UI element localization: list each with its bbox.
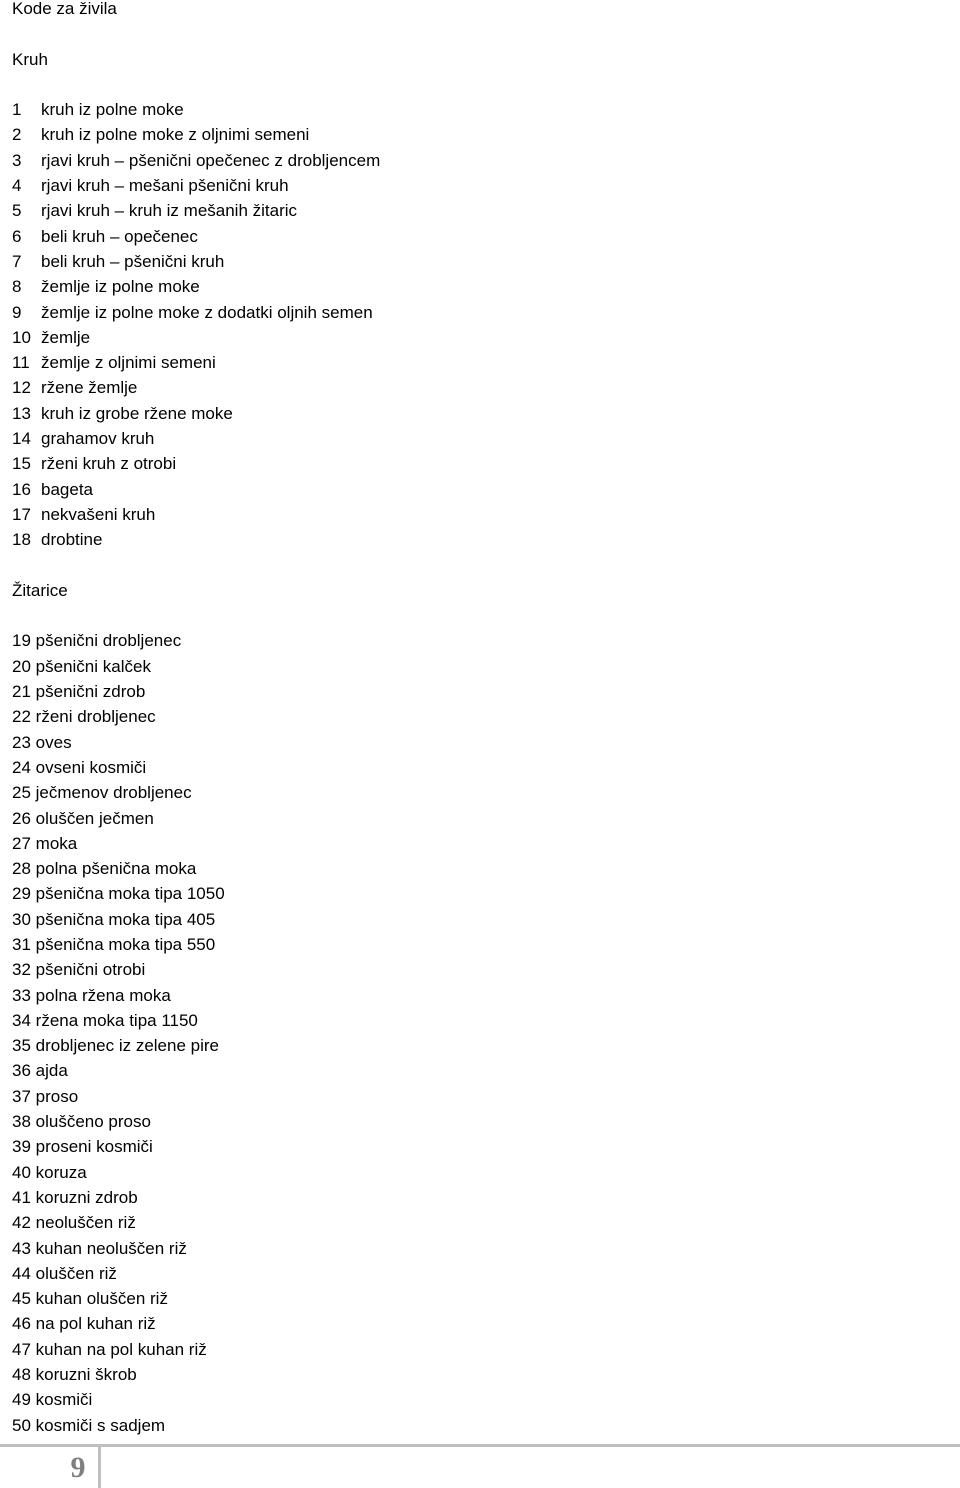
list-item bbox=[12, 274, 960, 299]
item-name: ržene žemlje bbox=[41, 378, 138, 398]
item-code: 47 bbox=[12, 1339, 31, 1359]
document-body bbox=[12, 0, 960, 1438]
list-item bbox=[12, 1210, 960, 1235]
item-code: 8 bbox=[12, 277, 22, 297]
list-item bbox=[12, 1084, 960, 1109]
item-code: 18 bbox=[12, 530, 31, 550]
page-number: 9 bbox=[70, 1451, 86, 1484]
item-code: 20 bbox=[12, 656, 31, 676]
list-item bbox=[12, 451, 960, 476]
item-code: 15 bbox=[12, 454, 31, 474]
item-code: 22 bbox=[12, 707, 31, 727]
item-name: pšenični otrobi bbox=[35, 960, 146, 980]
list-item bbox=[12, 350, 960, 375]
item-code: 24 bbox=[12, 757, 31, 777]
item-name: moka bbox=[35, 833, 78, 853]
item-code: 17 bbox=[12, 504, 31, 524]
item-name: pšenični kalček bbox=[35, 656, 151, 676]
list-item bbox=[12, 325, 960, 350]
item-code: 38 bbox=[12, 1112, 31, 1132]
list-item bbox=[12, 502, 960, 527]
spacer bbox=[12, 72, 960, 97]
item-name: grahamov kruh bbox=[41, 429, 155, 449]
kruh-list bbox=[12, 97, 960, 552]
list-item bbox=[12, 730, 960, 755]
item-name: kosmiči bbox=[35, 1390, 93, 1410]
footer-rule bbox=[0, 1444, 960, 1447]
list-item bbox=[12, 881, 960, 906]
item-name: koruzni škrob bbox=[35, 1365, 137, 1385]
item-name: žemlje z oljnimi semeni bbox=[41, 353, 216, 373]
item-code: 7 bbox=[12, 251, 22, 271]
item-code: 11 bbox=[12, 353, 30, 373]
spacer bbox=[12, 603, 960, 628]
item-name: koruza bbox=[35, 1162, 87, 1182]
list-item bbox=[12, 957, 960, 982]
list-item bbox=[12, 1058, 960, 1083]
item-name: neoluščen riž bbox=[35, 1213, 136, 1233]
list-item bbox=[12, 97, 960, 122]
list-item bbox=[12, 1236, 960, 1261]
section-heading-kruh: Kruh bbox=[12, 49, 48, 69]
item-code: 4 bbox=[12, 176, 22, 196]
item-name: rjavi kruh – mešani pšenični kruh bbox=[41, 176, 289, 196]
item-code: 41 bbox=[12, 1187, 31, 1207]
list-item bbox=[12, 983, 960, 1008]
list-item bbox=[12, 477, 960, 502]
item-code: 50 bbox=[12, 1415, 31, 1435]
list-item bbox=[12, 856, 960, 881]
item-code: 46 bbox=[12, 1314, 31, 1334]
list-item bbox=[12, 628, 960, 653]
item-name: pšenični drobljenec bbox=[35, 631, 182, 651]
item-code: 14 bbox=[12, 429, 31, 449]
list-item bbox=[12, 198, 960, 223]
item-name: kuhan oluščen riž bbox=[35, 1289, 168, 1309]
list-item bbox=[12, 1160, 960, 1185]
item-code: 44 bbox=[12, 1263, 31, 1283]
item-name: žemlje iz polne moke bbox=[41, 277, 200, 297]
item-name: beli kruh – opečenec bbox=[41, 226, 198, 246]
item-code: 49 bbox=[12, 1390, 31, 1410]
item-code: 34 bbox=[12, 1010, 31, 1030]
item-code: 35 bbox=[12, 1036, 31, 1056]
item-name: rjavi kruh – kruh iz mešanih žitaric bbox=[41, 201, 298, 221]
item-code: 37 bbox=[12, 1086, 31, 1106]
item-code: 30 bbox=[12, 909, 31, 929]
item-code: 42 bbox=[12, 1213, 31, 1233]
list-item bbox=[12, 780, 960, 805]
list-item bbox=[12, 1008, 960, 1033]
list-item bbox=[12, 426, 960, 451]
item-code: 23 bbox=[12, 732, 31, 752]
list-item bbox=[12, 1362, 960, 1387]
item-code: 5 bbox=[12, 201, 22, 221]
list-item bbox=[12, 527, 960, 552]
item-code: 31 bbox=[12, 934, 31, 954]
list-item bbox=[12, 831, 960, 856]
item-name: oves bbox=[35, 732, 72, 752]
item-code: 3 bbox=[12, 150, 22, 170]
item-code: 45 bbox=[12, 1289, 31, 1309]
item-code: 39 bbox=[12, 1137, 31, 1157]
item-name: proseni kosmiči bbox=[35, 1137, 153, 1157]
list-item bbox=[12, 401, 960, 426]
list-item bbox=[12, 224, 960, 249]
item-code: 28 bbox=[12, 859, 31, 879]
item-code: 40 bbox=[12, 1162, 31, 1182]
list-item bbox=[12, 679, 960, 704]
list-item bbox=[12, 654, 960, 679]
item-name: ajda bbox=[35, 1061, 68, 1081]
item-name: pšenična moka tipa 550 bbox=[35, 934, 216, 954]
item-name: rjavi kruh – pšenični opečenec z drobljencem bbox=[41, 150, 381, 170]
item-name: pšenična moka tipa 405 bbox=[35, 909, 216, 929]
list-item bbox=[12, 249, 960, 274]
item-code: 10 bbox=[12, 327, 31, 347]
list-item bbox=[12, 122, 960, 147]
list-item bbox=[12, 1387, 960, 1412]
item-name: žemlje bbox=[41, 327, 91, 347]
document-title: Kode za živila bbox=[12, 0, 117, 18]
item-code: 2 bbox=[12, 125, 22, 145]
item-name: ržena moka tipa 1150 bbox=[35, 1010, 198, 1030]
list-item bbox=[12, 1286, 960, 1311]
item-code: 9 bbox=[12, 302, 22, 322]
list-item bbox=[12, 907, 960, 932]
item-name: drobtine bbox=[41, 530, 103, 550]
list-item bbox=[12, 375, 960, 400]
list-item bbox=[12, 1109, 960, 1134]
item-name: žemlje iz polne moke z dodatki oljnih semen bbox=[41, 302, 373, 322]
item-code: 12 bbox=[12, 378, 31, 398]
item-name: ječmenov drobljenec bbox=[35, 783, 192, 803]
list-item bbox=[12, 1413, 960, 1438]
item-name: polna pšenična moka bbox=[35, 859, 197, 879]
item-code: 13 bbox=[12, 403, 31, 423]
item-code: 19 bbox=[12, 631, 31, 651]
item-name: beli kruh – pšenični kruh bbox=[41, 251, 225, 271]
item-name: rženi drobljenec bbox=[35, 707, 156, 727]
item-name: nekvašeni kruh bbox=[41, 504, 156, 524]
item-name: drobljenec iz zelene pire bbox=[35, 1036, 219, 1056]
item-name: ovseni kosmiči bbox=[35, 757, 147, 777]
list-item bbox=[12, 173, 960, 198]
item-code: 48 bbox=[12, 1365, 31, 1385]
item-name: proso bbox=[35, 1086, 79, 1106]
item-code: 21 bbox=[12, 682, 31, 702]
item-name: pšenični zdrob bbox=[35, 682, 146, 702]
item-name: pšenična moka tipa 1050 bbox=[35, 884, 225, 904]
list-item bbox=[12, 1311, 960, 1336]
list-item bbox=[12, 755, 960, 780]
footer-separator bbox=[98, 1447, 101, 1488]
spacer bbox=[12, 21, 960, 46]
item-code: 6 bbox=[12, 226, 22, 246]
list-item bbox=[12, 148, 960, 173]
list-item bbox=[12, 1337, 960, 1362]
list-item bbox=[12, 806, 960, 831]
section-heading-zitarice: Žitarice bbox=[12, 580, 68, 600]
item-name: kuhan neoluščen riž bbox=[35, 1238, 187, 1258]
list-item bbox=[12, 1134, 960, 1159]
item-code: 33 bbox=[12, 985, 31, 1005]
item-name: kruh iz grobe ržene moke bbox=[41, 403, 233, 423]
list-item bbox=[12, 300, 960, 325]
item-name: bageta bbox=[41, 479, 93, 499]
item-code: 32 bbox=[12, 960, 31, 980]
item-name: koruzni zdrob bbox=[35, 1187, 138, 1207]
spacer bbox=[12, 553, 960, 578]
item-code: 36 bbox=[12, 1061, 31, 1081]
item-code: 25 bbox=[12, 783, 31, 803]
item-code: 1 bbox=[12, 100, 22, 120]
item-name: kruh iz polne moke bbox=[41, 100, 184, 120]
zitarice-list bbox=[12, 628, 960, 1438]
list-item bbox=[12, 1261, 960, 1286]
item-name: oluščen ječmen bbox=[35, 808, 154, 828]
item-name: oluščeno proso bbox=[35, 1112, 151, 1132]
item-name: oluščen riž bbox=[35, 1263, 117, 1283]
item-name: rženi kruh z otrobi bbox=[41, 454, 177, 474]
list-item bbox=[12, 704, 960, 729]
list-item bbox=[12, 932, 960, 957]
item-name: kosmiči s sadjem bbox=[35, 1415, 166, 1435]
item-name: polna ržena moka bbox=[35, 985, 171, 1005]
item-name: kuhan na pol kuhan riž bbox=[35, 1339, 207, 1359]
item-name: kruh iz polne moke z oljnimi semeni bbox=[41, 125, 310, 145]
item-code: 27 bbox=[12, 833, 31, 853]
item-code: 26 bbox=[12, 808, 31, 828]
item-name: na pol kuhan riž bbox=[35, 1314, 156, 1334]
item-code: 43 bbox=[12, 1238, 31, 1258]
item-code: 16 bbox=[12, 479, 31, 499]
item-code: 29 bbox=[12, 884, 31, 904]
list-item bbox=[12, 1185, 960, 1210]
list-item bbox=[12, 1033, 960, 1058]
